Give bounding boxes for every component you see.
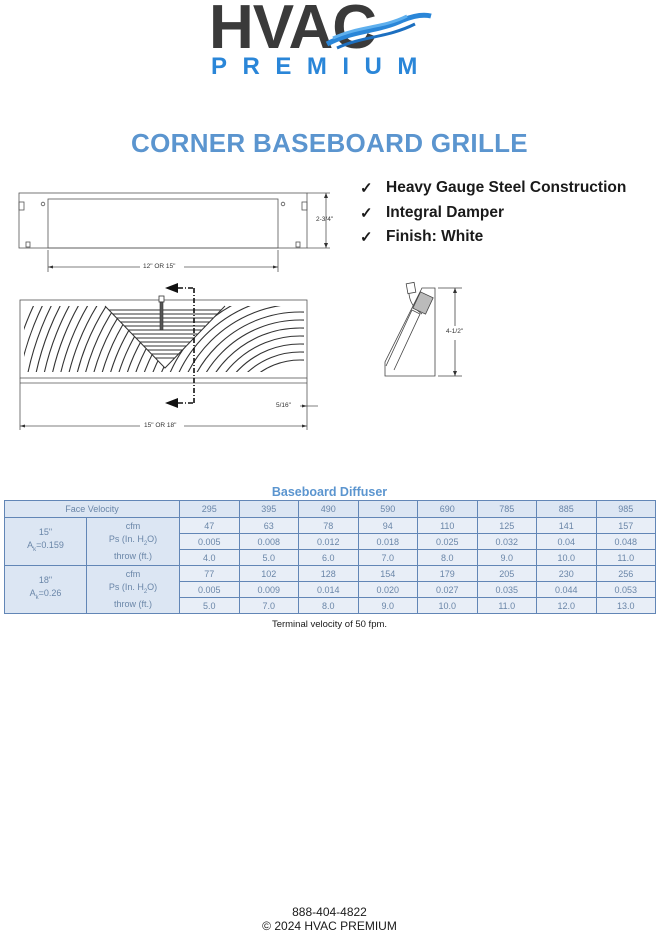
ps-cell: 0.027 [418,582,478,598]
face-velocity-header: Face Velocity [5,501,180,518]
phone-number: 888-404-4822 [292,905,367,919]
face-velocity-cell: 395 [239,501,299,518]
size-label: 18" [38,575,53,586]
throw-cell: 9.0 [358,598,418,614]
ps-cell: 0.018 [358,534,418,550]
ps-cell: 0.009 [239,582,299,598]
width-dimension: 12" OR 15" [143,263,176,270]
checkmark-icon: ✓ [360,180,373,198]
ps-cell: 0.035 [477,582,537,598]
face-velocity-cell: 590 [358,501,418,518]
cfm-cell: 179 [418,566,478,582]
logo-wordmark-hvac: HVAC [209,0,377,62]
throw-label: throw (ft.) [113,599,152,610]
size-cell-15 [5,518,87,566]
height-dimension: 2-3/4" [316,216,334,223]
throw-cell: 11.0 [477,598,537,614]
feature-label: Finish: White [386,228,484,246]
feature-label: Heavy Gauge Steel Construction [386,179,627,197]
ps-cell: 0.005 [180,582,240,598]
throw-cell: 7.0 [358,550,418,566]
grille-outline [0,280,330,440]
cfm-cell: 128 [299,566,359,582]
page-footer [0,905,659,933]
cfm-cell: 230 [537,566,597,582]
size-label: 15" [38,527,53,538]
throw-cell: 4.0 [180,550,240,566]
ps-cell: 0.04 [537,534,597,550]
cfm-cell: 77 [180,566,240,582]
ps-cell: 0.020 [358,582,418,598]
throw-label: throw (ft.) [113,551,152,562]
ps-cell: 0.053 [596,582,656,598]
cfm-cell: 47 [180,518,240,534]
ps-cell: 0.005 [180,534,240,550]
grille-view-drawing [0,280,330,440]
ps-label: Ps (In. $H_2O$) [108,581,158,595]
ps-cell: 0.044 [537,582,597,598]
page-title: CORNER BASEBOARD GRILLE [131,128,528,158]
throw-cell: 9.0 [477,550,537,566]
table-footnote: Terminal velocity of 50 fpm. [271,619,388,630]
ps-cell: 0.012 [299,534,359,550]
throw-cell: 7.0 [239,598,299,614]
face-velocity-cell: 490 [299,501,359,518]
face-velocity-cell: 785 [477,501,537,518]
airflow-arrow-icon [165,398,178,408]
checkmark-icon: ✓ [360,204,373,222]
ps-cell: 0.025 [418,534,478,550]
copyright: © 2024 HVAC PREMIUM [262,919,397,933]
size-cell-18 [5,566,87,614]
ps-cell: 0.048 [596,534,656,550]
throw-cell: 12.0 [537,598,597,614]
feature-item [360,176,626,201]
ps-label: Ps (In. $H_2O$) [108,533,158,547]
ps-cell: 0.008 [239,534,299,550]
cfm-cell: 256 [596,566,656,582]
face-velocity-cell: 295 [180,501,240,518]
cfm-cell: 94 [358,518,418,534]
ak-label: $A_k=0.159$ [27,540,64,553]
cfm-cell: 141 [537,518,597,534]
face-velocity-row [5,501,656,518]
throw-cell: 10.0 [537,550,597,566]
table-row-cfm-18 [5,566,656,582]
face-velocity-cell: 885 [537,501,597,518]
feature-label: Integral Damper [386,203,505,221]
table-title: Baseboard Diffuser [271,485,388,499]
ak-label: $A_k=0.26$ [29,588,62,601]
throw-cell: 11.0 [596,550,656,566]
cfm-cell: 78 [299,518,359,534]
side-height-dimension: 4-1/2" [446,328,464,335]
throw-cell: 6.0 [299,550,359,566]
grille-depth-dimension: 5/16" [276,402,291,409]
row-labels [87,518,180,566]
face-velocity-cell: 690 [418,501,478,518]
brand-logo [205,0,465,82]
cfm-cell: 102 [239,566,299,582]
throw-cell: 8.0 [299,598,359,614]
front-view-drawing [0,180,340,280]
cfm-cell: 125 [477,518,537,534]
logo-wordmark-premium: PREMIUM [211,53,433,80]
cfm-label: cfm [125,520,141,531]
throw-cell: 5.0 [239,550,299,566]
cfm-label: cfm [125,568,141,579]
feature-list [360,176,626,250]
throw-cell: 13.0 [596,598,656,614]
throw-cell: 10.0 [418,598,478,614]
feature-item [360,225,626,250]
feature-item [360,201,626,226]
cfm-cell: 110 [418,518,478,534]
side-view-drawing [350,270,480,390]
grille-width-dimension: 15" OR 18" [144,422,177,429]
ps-cell: 0.014 [299,582,359,598]
cfm-cell: 205 [477,566,537,582]
wave-icon [323,10,433,50]
performance-table [4,500,656,614]
table-row-cfm-15 [5,518,656,534]
row-labels [87,566,180,614]
airflow-arrow-icon [165,283,178,293]
cfm-cell: 154 [358,566,418,582]
cfm-cell: 157 [596,518,656,534]
cfm-cell: 63 [239,518,299,534]
ps-cell: 0.032 [477,534,537,550]
checkmark-icon: ✓ [360,229,373,247]
face-velocity-cell: 985 [596,501,656,518]
throw-cell: 5.0 [180,598,240,614]
throw-cell: 8.0 [418,550,478,566]
